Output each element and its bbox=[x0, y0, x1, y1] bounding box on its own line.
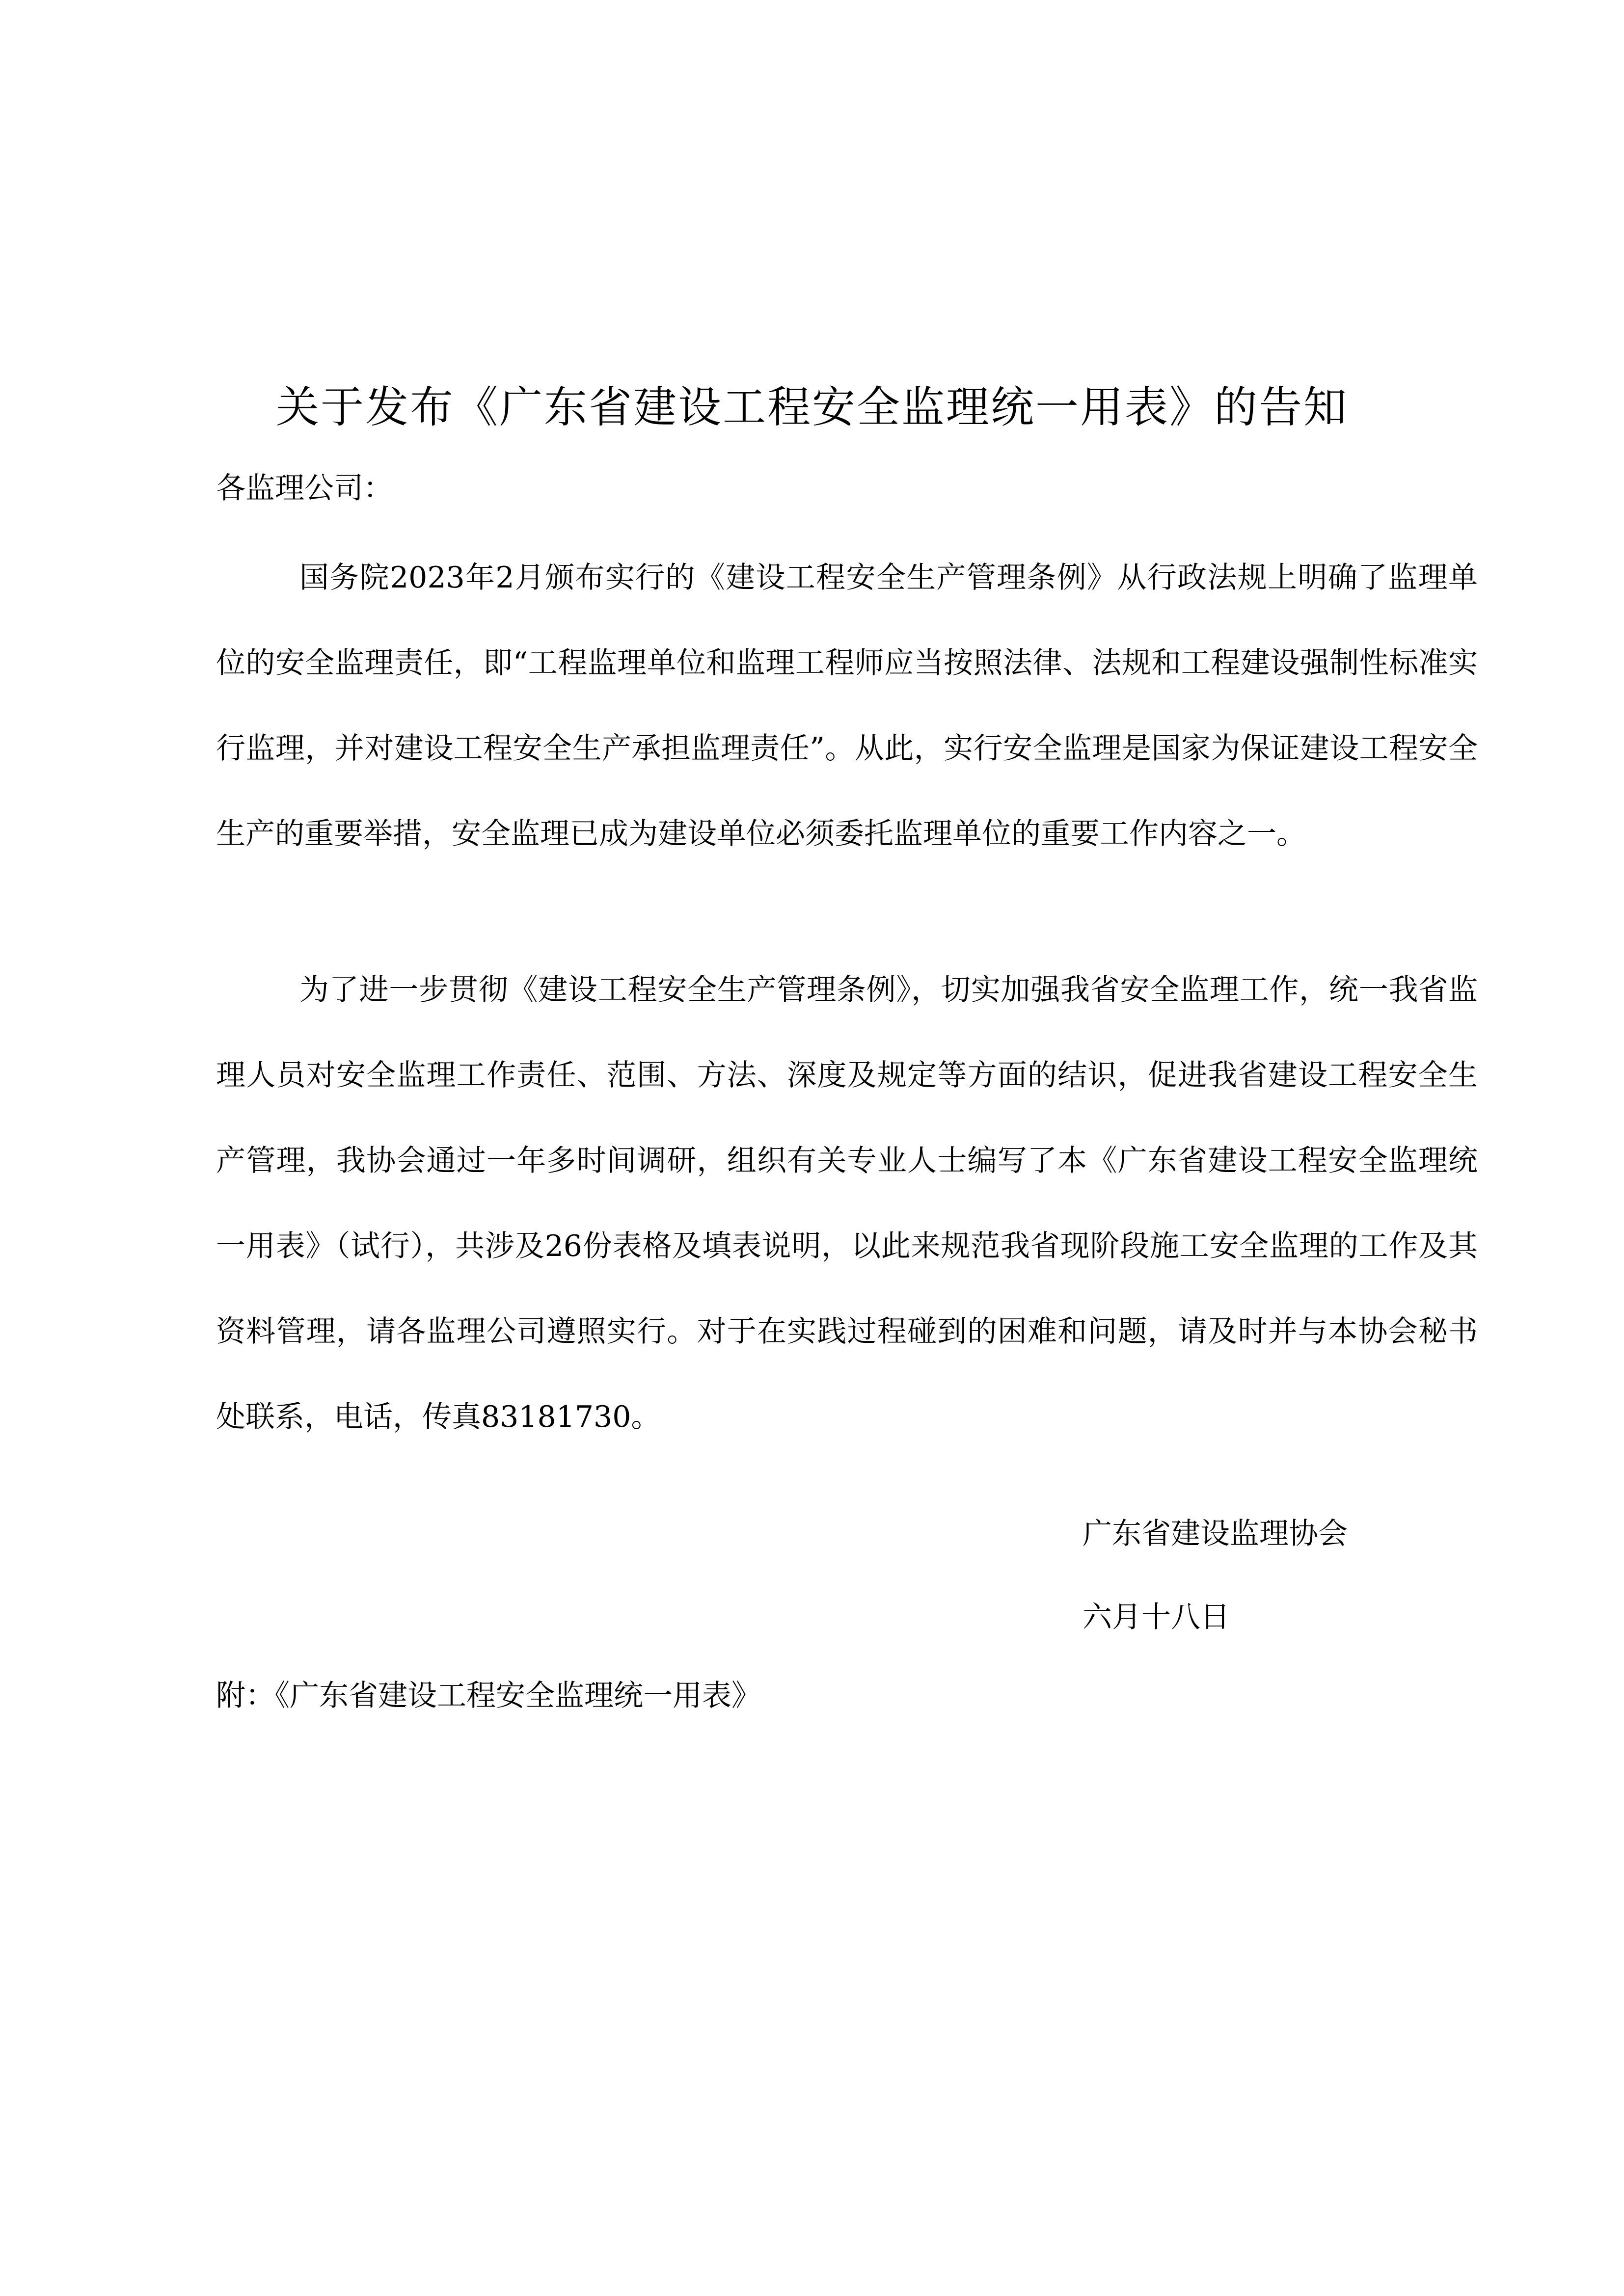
body-paragraph-2: 为了进一步贯彻《建设工程安全生产管理条例》，切实加强我省安全监理工作，统一我省监理人员对安全监理工作责任、范围、方法、深度及规定等方面的结识，促进我省建设工程安全生产管理，我协会通过一年多时间调研，组织有关专业人士编写了本《广东省建设工程安全监理统一用表》（试行），共涉及26份表格及填表说明，以此来规范我省现阶段施工安全监理的工作及其资料管理，请各监理公司遵照实行。对于在实践过程碰到的困难和问题，请及时并与本协会秘书处联系，电话，传真83181730。 bbox=[216, 973, 1478, 1434]
signature-organization: 广东省建设监理协会 bbox=[1083, 1517, 1348, 1551]
salutation: 各监理公司： bbox=[216, 471, 393, 506]
signature-date: 六月十八日 bbox=[1083, 1600, 1230, 1634]
attachment-note: 附：《广东省建设工程安全监理统一用表》 bbox=[216, 1679, 761, 1713]
document-title: 关于发布《广东省建设工程安全监理统一用表》的告知 bbox=[275, 382, 1348, 432]
body-paragraph-1: 国务院2023年2月颁布实行的《建设工程安全生产管理条例》从行政法规上明确了监理单位的安全监理责任，即“工程监理单位和监理工程师应当按照法律、法规和工程建设强制性标准实行监理，并对建设工程安全生产承担监理责任”。从此，实行安全监理是国家为保证建设工程安全生产的重要举措，安全监理已成为建设单位必须委托监理单位的重要工作内容之一。 bbox=[216, 561, 1478, 851]
